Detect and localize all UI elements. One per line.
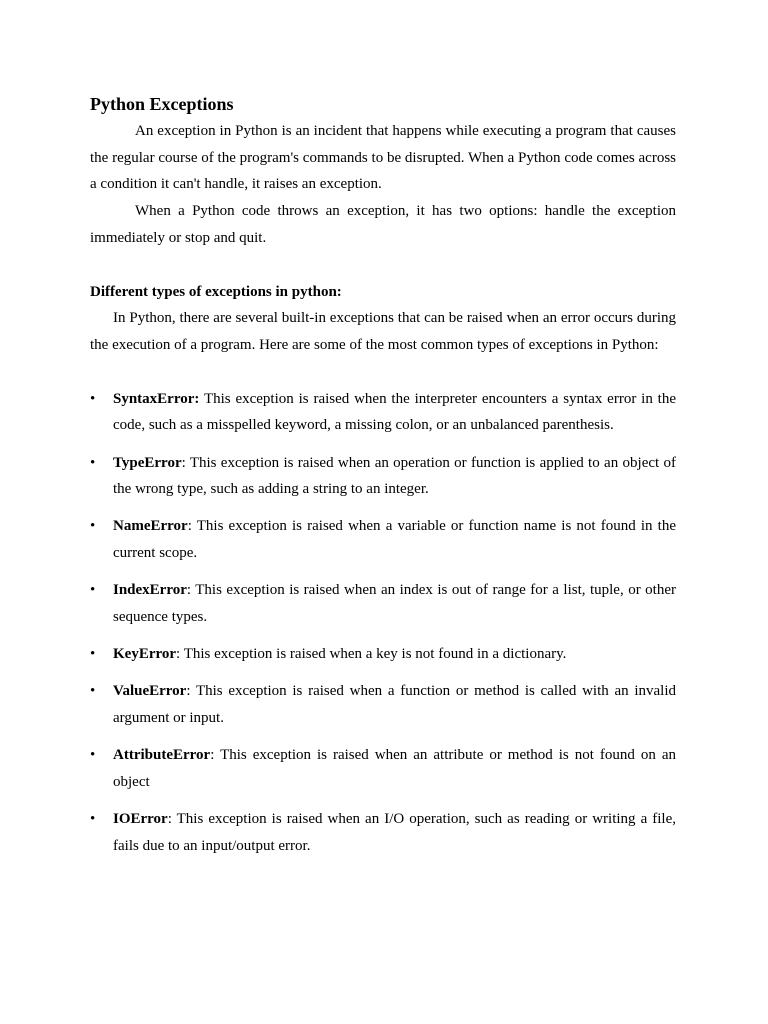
exception-name: NameError [113,518,188,535]
section-intro: In Python, there are several built-in exceptions that can be raised when an error occurs during the execution of a program. Here are some of the most common types of exceptions in Python: [90,310,676,353]
exception-description: : This exception is raised when an operation or function is applied to an object of the wrong type, such as adding a string to an integer. [113,454,676,498]
bullet-icon: • [90,747,96,764]
bullet-icon: • [90,811,96,828]
list-item [90,450,676,503]
intro-paragraph: An exception in Python is an incident that happens while executing a program that causes the regular course of the program's commands to be disrupted. When a Python code comes across a condition it can't handle, it raises an exception. [90,123,676,193]
exception-name: IOError [113,811,168,828]
list-item [90,641,676,668]
list-item [90,806,676,859]
exception-name: SyntaxError: [113,390,200,407]
exception-name: ValueError [113,683,187,700]
bullet-icon: • [90,454,96,471]
list-item [90,386,676,439]
intro-paragraph: When a Python code throws an exception, it has two options: handle the exception immediately or stop and quit. [90,203,676,246]
exception-description: : This exception is raised when a function or method is called with an invalid argument or input. [113,683,676,727]
list-item [90,513,676,566]
document-title: Python Exceptions [90,94,234,114]
exception-description: : This exception is raised when a variable or function name is not found in the current scope. [113,518,676,562]
exception-description: : This exception is raised when an index is out of range for a list, tuple, or other sequence types. [113,582,676,626]
exception-name: AttributeError [113,747,211,764]
list-item [90,577,676,630]
exception-list [90,386,676,860]
exception-name: KeyError [113,646,177,663]
document-page [90,91,676,870]
exception-description: : This exception is raised when an attribute or method is not found on an object [113,747,676,791]
list-item [90,678,676,731]
exception-name: IndexError [113,582,187,599]
bullet-icon: • [90,582,96,599]
section-heading: Different types of exceptions in python: [90,283,342,300]
list-item [90,742,676,795]
bullet-icon: • [90,518,96,535]
exception-description: : This exception is raised when an I/O operation, such as reading or writing a file, fails due to an input/output error. [113,811,676,854]
bullet-icon: • [90,683,96,700]
bullet-icon: • [90,646,96,663]
bullet-icon: • [90,390,96,407]
exception-description: This exception is raised when the interpreter encounters a syntax error in the code, such as a misspelled keyword, a missing colon, or an unbalanced parenthesis. [113,390,676,434]
exception-name: TypeError [113,454,182,471]
exception-description: : This exception is raised when a key is not found in a dictionary. [176,646,567,663]
